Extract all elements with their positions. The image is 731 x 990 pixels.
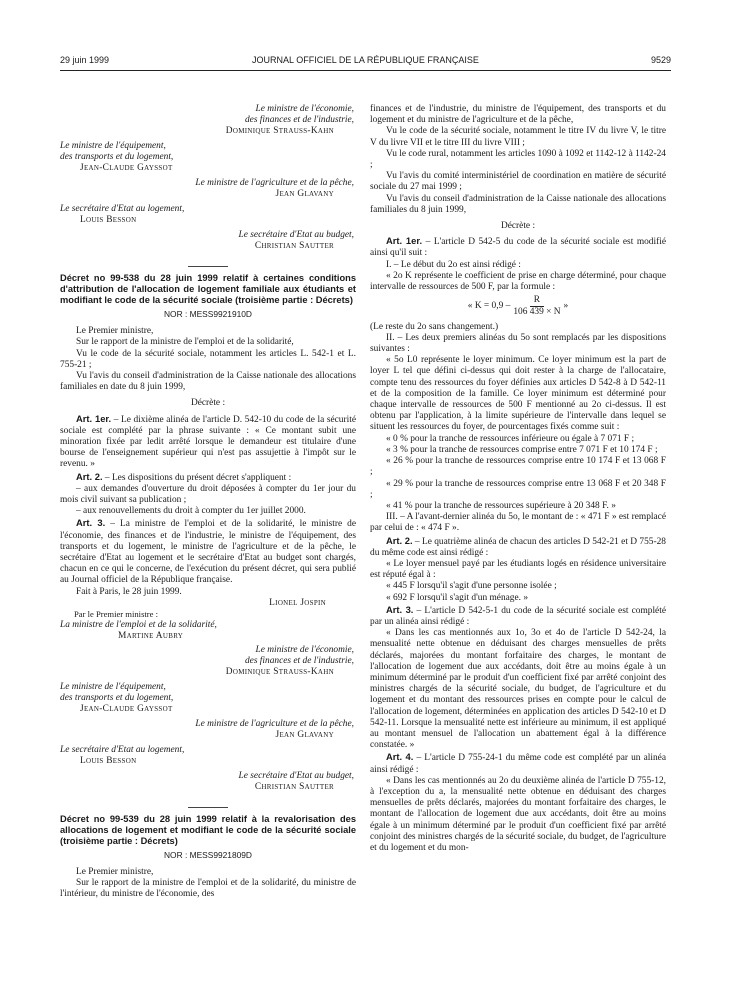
decree-539-title: Décret no 99-539 du 28 juin 1999 relatif à la revalorisation des allocations de logement et modifiant le code de la sécurité sociale (troisième partie : Décrets) <box>60 813 356 846</box>
article-4 <box>370 751 666 775</box>
article-text: – Le quatrième alinéa de chacun des articles D 542-21 et D 755-28 du même code est ainsi rédigé : <box>370 536 666 558</box>
paragraph: (Le reste du 2o sans changement.) <box>370 321 499 332</box>
article-label: Art. 4. <box>386 751 414 763</box>
formula-left: « K = 0,9 – <box>467 301 511 312</box>
formula-numerator: R <box>530 295 544 307</box>
list-item: – aux renouvellements du droit à compter du 1er juillet 2000. <box>76 506 306 517</box>
header-journal-title: JOURNAL OFFICIEL DE LA RÉPUBLIQUE FRANÇAISE <box>252 55 479 65</box>
decree-538-title: Décret no 99-538 du 28 juin 1999 relatif à certaines conditions d'attribution de l'allocation de logement familiale aux étudiants et modifiant le code de la sécurité sociale (troisième partie : Décrets) <box>60 273 356 305</box>
paragraph: Vu le code rural, notamment les articles 1090 à 1092 et 1142-12 à 1142-24 ; <box>370 148 666 171</box>
signature-block <box>60 178 356 200</box>
paragraph: Vu le code de la sécurité sociale, notamment le titre IV du livre V, le titre V du livre VII et le titre III du livre VIII ; <box>370 126 666 148</box>
header-date: 29 juin 1999 <box>60 55 110 65</box>
signature-name: Christian Sautter <box>254 781 334 792</box>
signature-premier-ministre: Lionel Jospin <box>269 597 326 608</box>
signature-name: Martine Aubry <box>118 630 184 641</box>
decree-538-nor: NOR : MESS9921910D <box>164 309 252 319</box>
formula-right: » <box>563 301 569 312</box>
formula-fraction <box>513 295 560 318</box>
signature-name: Christian Sautter <box>254 241 334 251</box>
right-column <box>370 104 666 854</box>
paragraph: « 2o K représente le coefficient de prise en charge déterminé, pour chaque intervalle de ressources de 500 F, par la formule : <box>370 270 666 293</box>
article-label: Art. 1er. <box>76 412 112 424</box>
formula-k <box>370 295 666 318</box>
formula-denominator: 106 439 × N <box>513 307 561 318</box>
paragraph: finances et de l'industrie, du ministre de l'équipement, des transports et du logement et du ministre de l'agriculture et de la pêche, <box>370 104 666 126</box>
signature-name: Dominique Strauss-Kahn <box>225 666 334 677</box>
paragraph: III. – A l'avant-dernier alinéa du 5o, le montant de : « 471 F » est remplacé par celui de : « 474 F ». <box>370 512 666 534</box>
signature-block <box>60 204 356 226</box>
signature-name: Dominique Strauss-Kahn <box>225 126 334 136</box>
signature-role: des transports et du logement, <box>60 692 174 703</box>
signature-block <box>60 645 356 678</box>
top-signatures <box>60 104 356 252</box>
signature-name: Jean-Claude Gayssot <box>80 703 173 714</box>
article-label: Art. 2. <box>386 534 413 546</box>
paragraph: Le Premier ministre, <box>76 326 154 337</box>
paragraph: I. – Le début du 2o est ainsi rédigé : <box>386 259 521 270</box>
signature-role: Le secrétaire d'Etat au logement, <box>60 204 185 214</box>
page-header <box>60 55 671 69</box>
signature-role: des finances et de l'industrie, <box>244 115 354 125</box>
paragraph: II. – Les deux premiers alinéas du 5o sont remplacés par les dispositions suivantes : <box>370 332 666 355</box>
signature-block <box>60 141 356 174</box>
article-text: – L'article D 542-5 du code de la sécurité sociale est modifié ainsi qu'il suit : <box>370 237 666 259</box>
signature-role: Le secrétaire d'Etat au budget, <box>238 770 354 781</box>
list-item: « 26 % pour la tranche de ressources comprise entre 10 174 F et 13 068 F ; <box>370 456 666 478</box>
paragraph: Sur le rapport de la ministre de l'emploi et de la solidarité, du ministre de l'intérieur, du ministre de l'économie, des <box>60 878 356 900</box>
decree-539-nor: NOR : MESS9921809D <box>164 849 252 860</box>
article-text: – L'article D 755-24-1 du même code est complété par un alinéa ainsi rédigé : <box>370 753 666 775</box>
article-3 <box>60 517 356 586</box>
decrete-heading: Décrète : <box>500 221 536 232</box>
par-le-premier-ministre: Par le Premier ministre : <box>74 608 159 619</box>
signature-role: Le ministre de l'économie, <box>255 644 354 655</box>
article-1 <box>370 235 666 259</box>
article-label: Art. 3. <box>386 603 414 615</box>
header-page-number: 9529 <box>650 55 671 65</box>
paragraph: Le Premier ministre, <box>76 867 154 878</box>
paragraph: Vu l'avis du conseil d'administration de la Caisse nationale des allocations familiales en date du 8 juin 1999, <box>60 371 356 393</box>
signature-block <box>60 719 356 741</box>
paragraph: « Dans les cas mentionnés aux 1o, 3o et 4o de l'article D 542-24, la mensualité nette obtenue en déduisant des charges mensuelles de prêts déclarés, majorées du montant forfaitaire des charges, le montant de l'allocation de logement due aux accédants, doit être au moins égale à un minimum déterminé par le produit d'un coefficient fixé par arrêté conjoint des ministres chargés de la sécurité sociale, du budget, de l'agriculture et du logement et du montant des ressources prises en compte pour le calcul de l'allocation de logement, déterminées en application des articles D 542-10 et D 542-11. Lorsque la mensualité nette est inférieure au minimum, il est appliqué au montant mensuel de l'allocation un abattement égal à la différence constatée. » <box>370 628 666 751</box>
fait-a-paris: Fait à Paris, le 28 juin 1999. <box>76 586 182 597</box>
decrete-heading: Décrète : <box>190 398 226 409</box>
paragraph: Vu l'avis du conseil d'administration de la Caisse nationale des allocations familiales du 8 juin 1999, <box>370 193 666 215</box>
section-divider <box>188 807 228 808</box>
article-3 <box>370 604 666 628</box>
signature-role: La ministre de l'emploi et de la solidarité, <box>60 619 217 630</box>
article-1 <box>60 413 356 471</box>
signature-role: Le ministre de l'agriculture et de la pêche, <box>195 178 354 188</box>
signature-role: Le ministre de l'équipement, <box>60 141 166 151</box>
signature-block <box>60 771 356 793</box>
article-text: – La ministre de l'emploi et de la solidarité, le ministre de l'économie, des finances et de l'industrie, le ministre de l'équipement, des transports et du logement, le ministre de l'agriculture et de la pêche, le secrétaire d'Etat au logement et le secrétaire d'Etat au budget sont chargés, chacun en ce qui le concerne, de l'exécution du présent décret, qui sera publié au Journal officiel de la République française. <box>60 519 356 586</box>
paragraph: « Dans les cas mentionnés au 2o du deuxième alinéa de l'article D 755-12, à l'exception du a, la mensualité nette obtenue en déduisant des charges mensuelles de prêts déclarés, majorées du montant forfaitaire des charges, le montant de l'allocation de logement due aux accédants, doit être au moins égale à un minimum déterminé par le produit d'un coefficient fixé par arrêté conjoint des ministres chargés de la sécurité sociale, du budget, de l'agriculture et du logement et du mon- <box>370 775 666 853</box>
article-2 <box>60 471 356 484</box>
signature-role: Le secrétaire d'Etat au budget, <box>238 230 354 240</box>
article-2 <box>370 535 666 559</box>
paragraph: « 5o L0 représente le loyer minimum. Ce loyer minimum est la part de loyer L tel que défini ci-dessus qui doit rester à la charge de l'allocataire, compte tenu des ressources du foyer définies aux articles D 542-8 à D 542-11 et de la composition de la famille. Ce loyer minimum est déterminé pour chaque intervalle de ressources de 500 F mentionné au 2o ci-dessus. Il est obtenu par l'application, à la limite supérieure de l'intervalle dans lequel se situent les ressources du foyer, de pourcentages fixés comme suit : <box>370 355 666 433</box>
article-label: Art. 3. <box>76 517 106 529</box>
signature-block <box>60 230 356 252</box>
signature-name: Jean Glavany <box>275 189 334 199</box>
signature-role: des finances et de l'industrie, <box>244 655 354 666</box>
left-column <box>60 104 356 901</box>
signature-block <box>60 682 356 715</box>
list-item: « 692 F lorsqu'il s'agit d'un ménage. » <box>386 592 529 603</box>
list-item: « 445 F lorsqu'il s'agit d'une personne isolée ; <box>386 581 557 592</box>
signature-block <box>60 745 356 767</box>
decree-538-signatures <box>60 645 356 793</box>
signature-name: Louis Besson <box>80 755 137 766</box>
signature-name: Jean Glavany <box>275 729 334 740</box>
list-item: « 0 % pour la tranche de ressources inférieure ou égale à 7 071 F ; <box>386 433 635 444</box>
article-text: – L'article D 542-5-1 du code de la sécurité sociale est complété par un alinéa ainsi rédigé : <box>370 605 666 627</box>
paragraph: Vu l'avis du comité interministériel de coordination en matière de sécurité sociale du 27 mai 1999 ; <box>370 171 666 193</box>
header-rule <box>60 70 671 71</box>
paragraph: « Le loyer mensuel payé par les étudiants logés en résidence universitaire est réputé égal à : <box>370 558 666 581</box>
article-label: Art. 2. <box>76 470 103 482</box>
list-item: « 41 % pour la tranche de ressources supérieure à 20 348 F. » <box>386 500 616 511</box>
signature-role: Le secrétaire d'Etat au logement, <box>60 744 185 755</box>
article-text: – Le dixième alinéa de l'article D. 542-10 du code de la sécurité sociale est complété par la phrase suivante : « Ce montant subit une minoration fixée par ledit arrêté lorsque le demandeur est titulaire d'une bourse de l'enseignement supérieur qui n'est pas assujettie à l'impôt sur le revenu. » <box>60 414 356 470</box>
signature-role: Le ministre de l'équipement, <box>60 681 166 692</box>
signature-block <box>60 104 356 137</box>
list-item: « 29 % pour la tranche de ressources comprise entre 13 068 F et 20 348 F ; <box>370 478 666 500</box>
signature-role: des transports et du logement, <box>60 152 174 162</box>
list-item: – aux demandes d'ouverture du droit déposées à compter du 1er jour du mois civil suivant sa publication ; <box>60 483 356 506</box>
article-text: – Les dispositions du présent décret s'appliquent : <box>102 472 292 483</box>
article-label: Art. 1er. <box>386 235 423 247</box>
signature-role: Le ministre de l'agriculture et de la pêche, <box>195 718 354 729</box>
paragraph: Sur le rapport de la ministre de l'emploi et de la solidarité, <box>76 337 294 348</box>
signature-name: Jean-Claude Gayssot <box>80 163 173 173</box>
signature-name: Louis Besson <box>80 215 137 225</box>
section-divider <box>188 266 228 267</box>
signature-role: Le ministre de l'économie, <box>255 104 354 114</box>
list-item: « 3 % pour la tranche de ressources comprise entre 7 071 F et 10 174 F ; <box>386 444 658 455</box>
paragraph: Vu le code de la sécurité sociale, notamment les articles L. 542-1 et L. 755-21 ; <box>60 348 356 370</box>
